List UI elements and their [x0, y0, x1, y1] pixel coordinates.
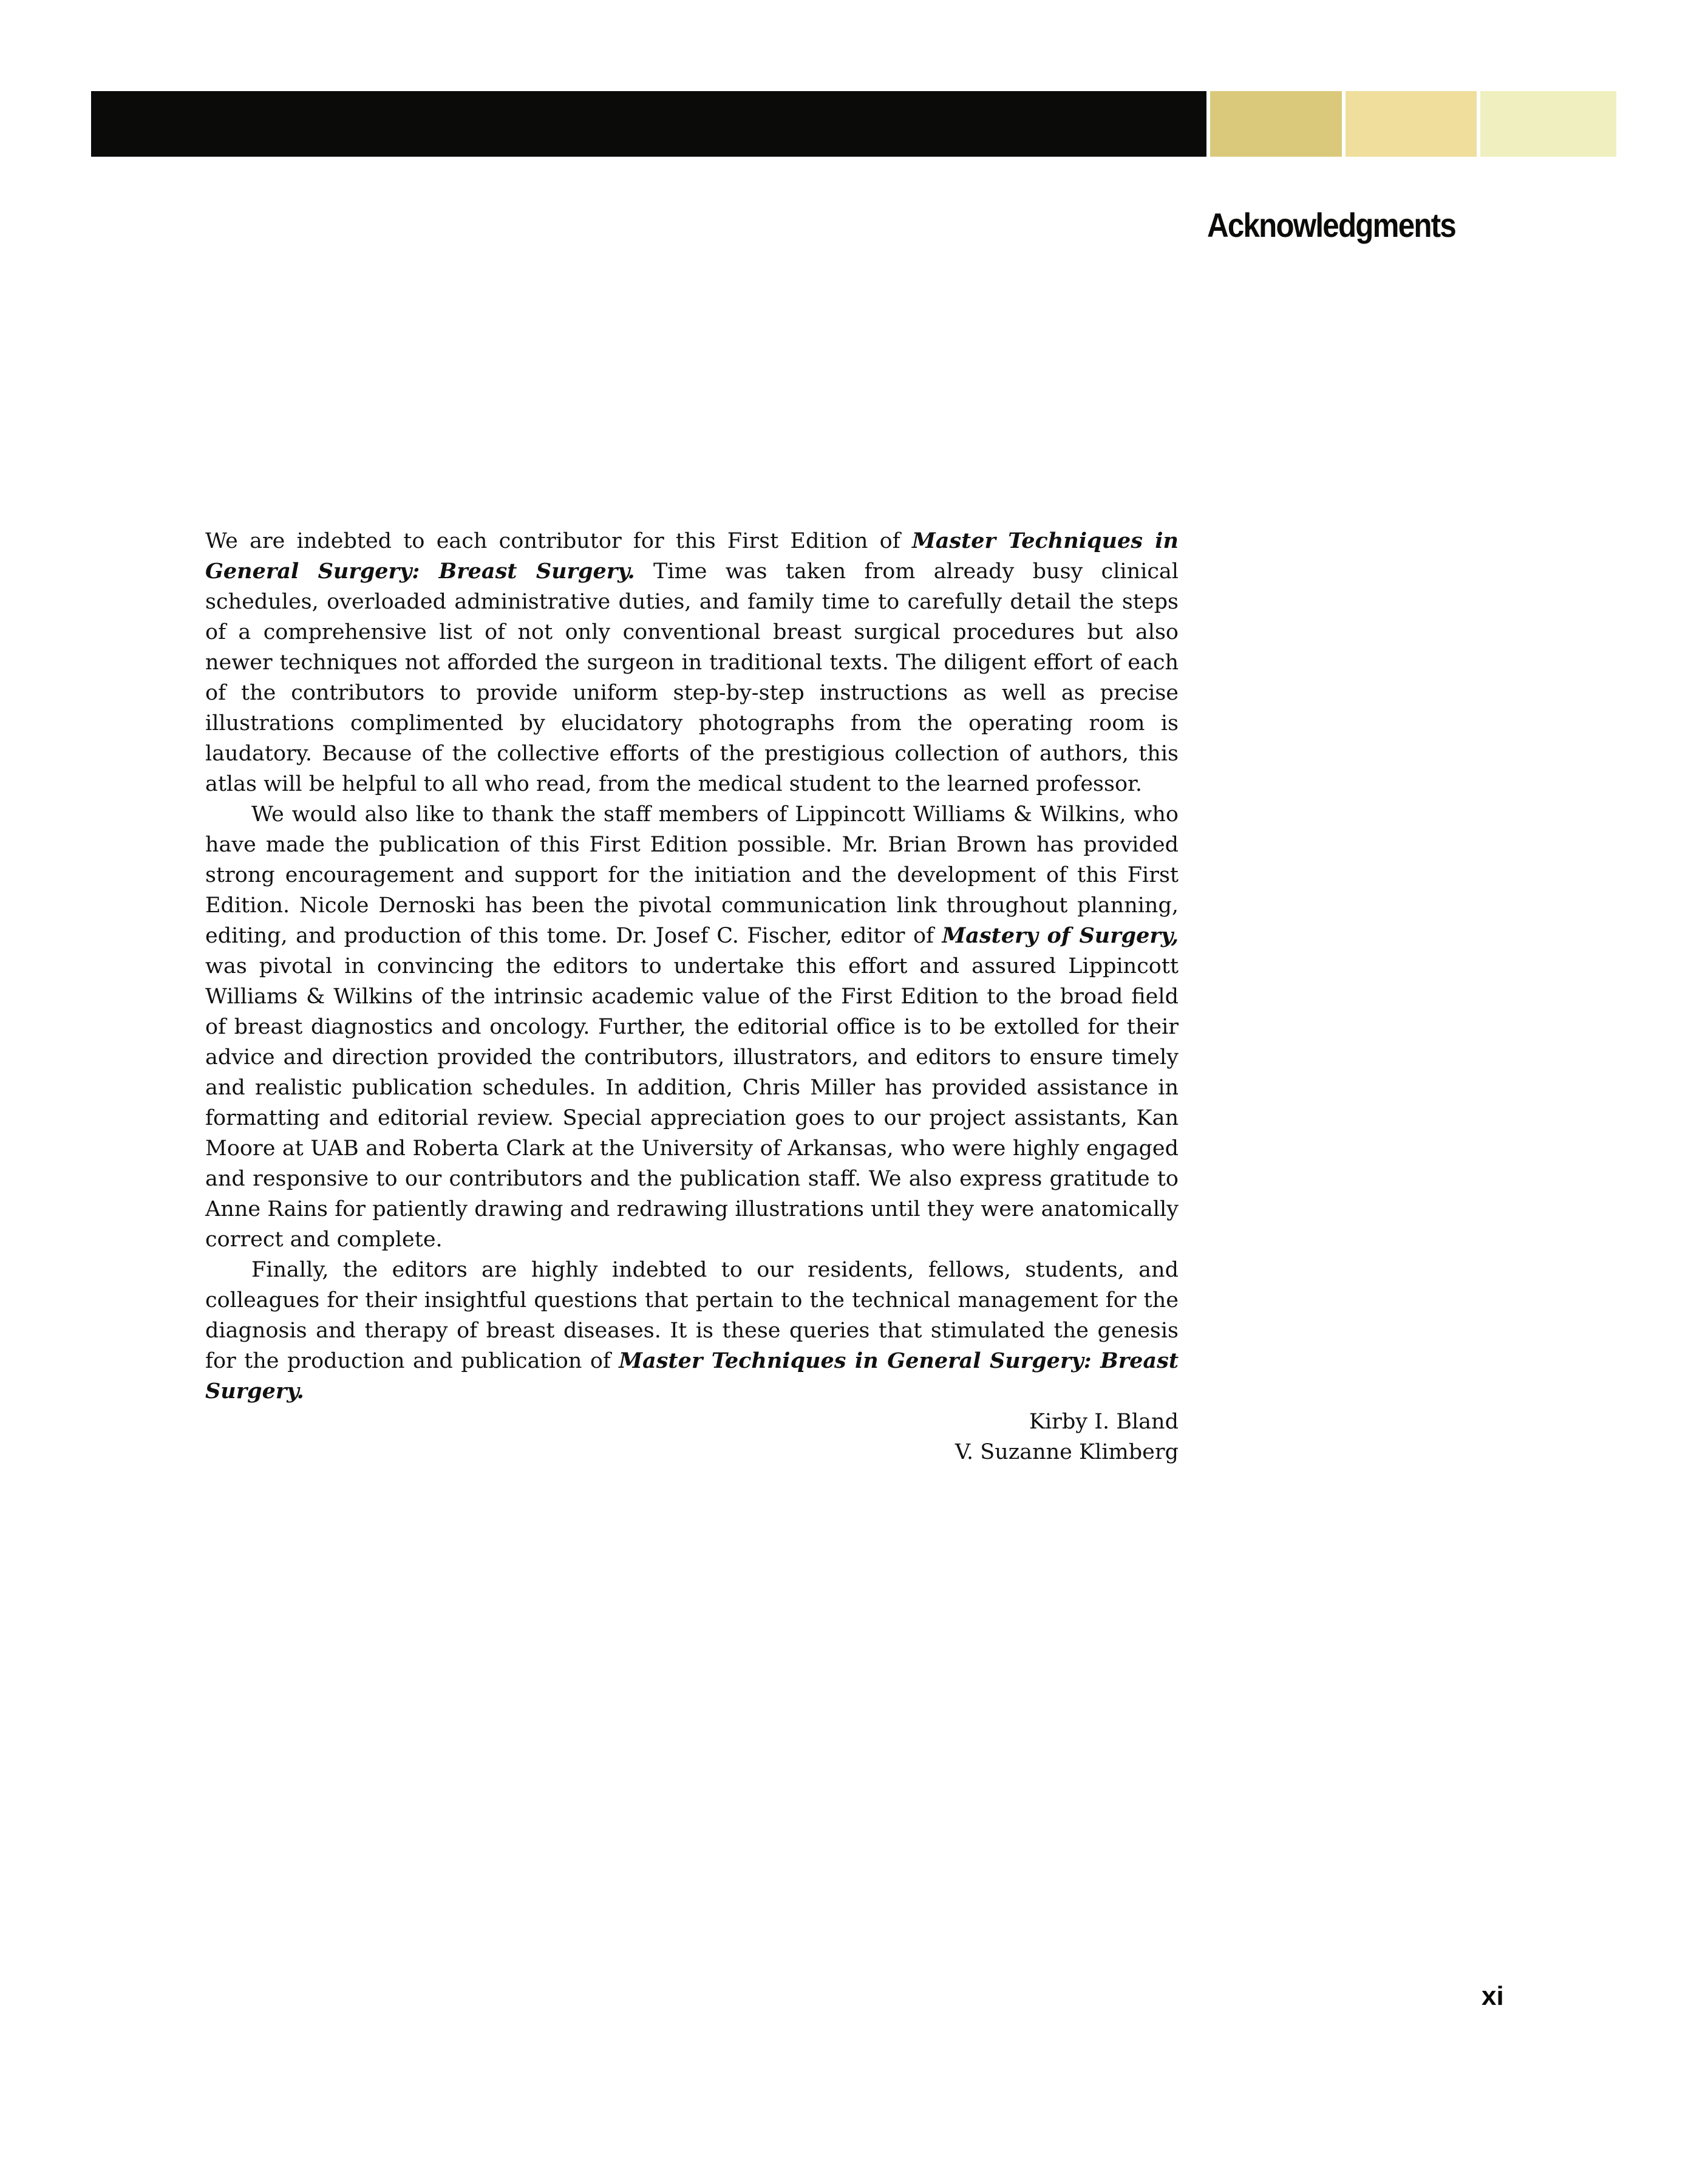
page-number: xi	[1482, 1981, 1504, 2011]
paragraph-1-text-c: Time was taken from already busy clinical schedules, overloaded administrative duties, and family time to carefully detail the steps of a comprehensive list of not only conventional breast surgical procedures but also newer techniques not afforded the surgeon in traditional texts. The diligent effort of each of the contributors to provide uniform step-by-step instructions as well as precise illustrations complimented by elucidatory photographs from the operating room is laudatory. Because of the collective efforts of the prestigious collection of authors, this atlas will be helpful to all who read, from the medical student to the learned professor.	[205, 559, 1179, 796]
header-color-bar	[91, 91, 1616, 157]
header-swatch-pale-gold	[1480, 91, 1616, 157]
header-black-band	[91, 91, 1206, 157]
paragraph-3	[205, 1255, 1179, 1407]
signature-block	[789, 1407, 1179, 1467]
header-swatch-dark-gold	[1210, 91, 1342, 157]
mastery-of-surgery-title: Mastery of Surgery,	[942, 923, 1179, 948]
paragraph-2-text-a: We would also like to thank the staff members of Lippincott Williams & Wilkins, who have made the publication of this First Edition possible. Mr. Brian Brown has provided strong encouragement and support for the initiation and the development of this First Edition. Nicole Dernoski has been the pivotal communication link throughout planning, editing, and production of this tome. Dr. Josef C. Fischer, editor of	[205, 802, 1179, 948]
signature-editor-1: Kirby I. Bland	[1029, 1410, 1179, 1434]
paragraph-2	[205, 799, 1179, 1255]
paragraph-3-text-a: Finally, the editors are highly indebted to our residents, fellows, students, and colleagues for their insightful questions that pertain to the technical management for the diagnosis and therapy of breast diseases. It is these queries that stimulated the genesis for the production and publication of	[205, 1258, 1179, 1373]
paragraph-1	[205, 526, 1179, 799]
signature-editor-2: V. Suzanne Klimberg	[954, 1440, 1179, 1464]
paragraph-2-text-c: was pivotal in convincing the editors to undertake this effort and assured Lippincott Williams & Wilkins of the intrinsic academic value of the First Edition to the broad field of breast diagnostics and oncology. Further, the editorial office is to be extolled for their advice and direction provided the contributors, illustrators, and editors to ensure timely and realistic publication schedules. In addition, Chris Miller has provided assistance in formatting and editorial review. Special appreciation goes to our project assistants, Kan Moore at UAB and Roberta Clark at the University of Arkansas, who were highly engaged and responsive to our contributors and the publication staff. We also express gratitude to Anne Rains for patiently drawing and redrawing illustrations until they were anatomically correct and complete.	[205, 954, 1179, 1252]
book-title-closing: Master Techniques in General Surgery: Breast Surgery.	[205, 1348, 1179, 1404]
book-title: Master Techniques in General Surgery: Breast Surgery.	[205, 528, 1179, 584]
page-title: Acknowledgments	[1207, 206, 1455, 244]
header-swatch-gold	[1346, 91, 1477, 157]
paragraph-1-text-a: We are indebted to each contributor for this First Edition of	[205, 529, 912, 553]
acknowledgments-body	[205, 526, 1179, 1407]
